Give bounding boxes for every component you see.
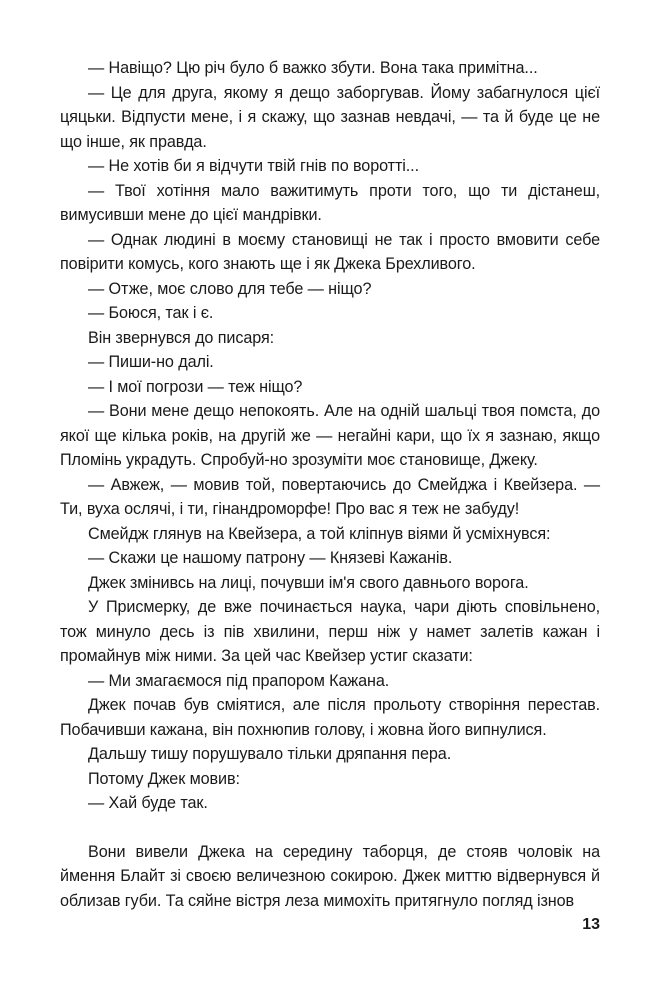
- paragraph: — Це для друга, якому я дещо заборгував. Йому забагнулося цієї цяцьки. Відпусти мене, і я скажу, що зазнав невдачі, — та й буде це не що інше, як правда.: [60, 83, 600, 151]
- paragraph: — Ми змагаємося під прапором Кажана.: [88, 671, 390, 690]
- section-break: [60, 816, 600, 840]
- paragraph: Вони вивели Джека на середину таборця, де стояв чоловік на ймення Блайт зі своєю величезною сокирою. Джек миттю відвернувся й облизав губи. Та сяйне вістря леза мимохіть притягнуло погляд ізнов: [60, 842, 600, 910]
- paragraph: — Не хотів би я відчути твій гнів по воротті...: [88, 157, 419, 175]
- paragraph: — Твої хотіння мало важитимуть проти того, що ти дістанеш, вимусивши мене до цієї мандрівки.: [60, 181, 600, 224]
- page-body: [60, 56, 600, 913]
- paragraph: — І мої погрози — теж ніщо?: [88, 377, 303, 396]
- paragraph: — Вони мене дещо непокоять. Але на одній шальці твоя помста, до якої ще кілька років, на другій же — негайні кари, що їх я зазнаю, якщо Пломінь украдуть. Спробуй-но зрозуміти моє становище, Джеку.: [60, 402, 600, 469]
- paragraph: Смейдж глянув на Квейзера, а той кліпнув віями й усміхнувся:: [88, 524, 551, 543]
- paragraph: Джек змінивсь на лиці, почувши ім'я свого давнього ворога.: [88, 573, 529, 592]
- paragraph: — Боюся, так і є.: [88, 304, 214, 322]
- narrative-section: [60, 840, 600, 914]
- dialogue-section: [60, 56, 600, 816]
- paragraph: Дальшу тишу порушувало тільки дряпання пера.: [88, 745, 452, 763]
- paragraph: — Авжеж, — мовив той, повертаючись до Смейджа і Квейзера. — Ти, вуха ослячі, і ти, гінандроморфе! Про вас я теж не забуду!: [60, 475, 600, 518]
- paragraph: Він звернувся до писаря:: [88, 328, 275, 347]
- paragraph: — Пиши-но далі.: [88, 353, 214, 371]
- paragraph: — Хай буде так.: [88, 794, 208, 812]
- paragraph: У Присмерку, де вже починається наука, чари діють сповільнено, тож минуло десь із пів хвилини, перш ніж у намет залетів кажан і промайнув між ними. За цей час Квейзер устиг сказати:: [60, 598, 600, 665]
- paragraph: — Скажи це нашому патрону — Князеві Кажанів.: [88, 549, 453, 567]
- paragraph: — Отже, моє слово для тебе — ніщо?: [88, 279, 372, 298]
- page-number: 13: [582, 916, 600, 933]
- paragraph: Потому Джек мовив:: [88, 769, 240, 788]
- paragraph: Джек почав був сміятися, але після прольоту створіння перестав. Побачивши кажана, він похнюпив голову, і жовна його випнулися.: [60, 696, 600, 739]
- paragraph: — Навіщо? Цю річ було б важко збути. Вона така примітна...: [88, 59, 538, 77]
- paragraph: — Однак людині в моєму становищі не так і просто вмовити себе повірити комусь, кого знають ще і як Джека Брехливого.: [60, 230, 600, 273]
